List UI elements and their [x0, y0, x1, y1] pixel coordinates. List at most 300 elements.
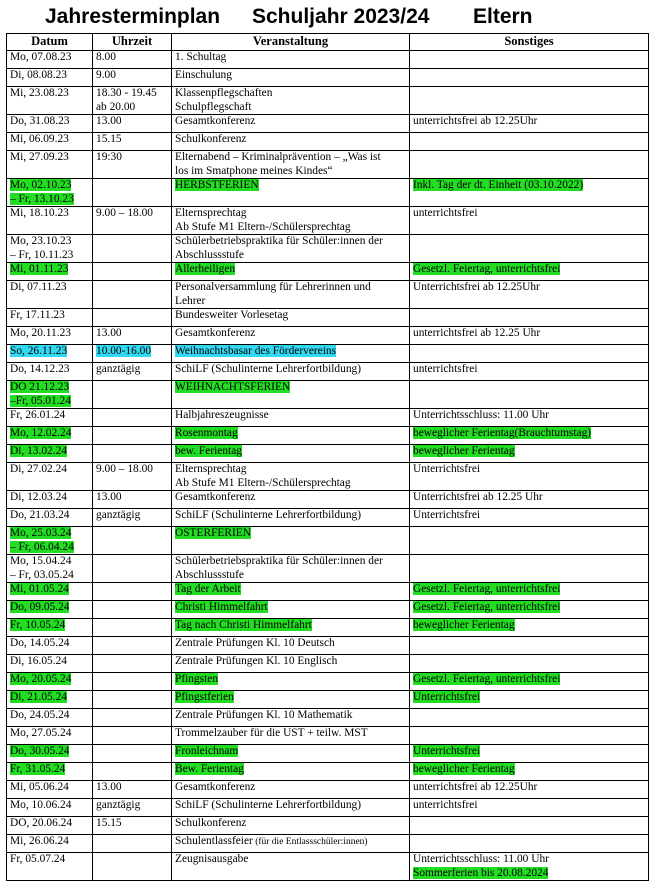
- cell-sonstiges: [410, 583, 649, 601]
- datum-text: Di, 12.03.24: [10, 491, 67, 503]
- veranstaltung-text: Schülerbetriebspraktika für Schüler:innen der Abschlussstufe: [175, 555, 383, 581]
- veranstaltung-text: Schulkonferenz: [175, 133, 247, 145]
- cell-uhrzeit: [93, 555, 172, 583]
- cell-veranstaltung: [172, 309, 410, 327]
- table-row: [7, 601, 649, 619]
- datum-text: Di, 13.02.24: [10, 445, 67, 457]
- datum-text: Di, 21.05.24: [10, 691, 67, 703]
- veranstaltung-text: Zentrale Prüfungen Kl. 10 Deutsch: [175, 637, 335, 649]
- cell-veranstaltung: [172, 363, 410, 381]
- datum-text: Mo, 20.11.23: [10, 327, 71, 339]
- cell-datum: [7, 179, 93, 207]
- sonstiges-text: Unterrichtsschluss: 11.00 Uhr: [413, 409, 549, 421]
- veranstaltung-text: Pfingsten: [175, 673, 219, 685]
- table-row: [7, 655, 649, 673]
- table-row: [7, 727, 649, 745]
- sonstiges-text: beweglicher Ferientag: [413, 445, 515, 457]
- table-row: [7, 619, 649, 637]
- cell-datum: [7, 817, 93, 835]
- cell-datum: [7, 555, 93, 583]
- datum-text: Mi, 27.09.23: [10, 151, 69, 163]
- table-row: [7, 345, 649, 363]
- uhrzeit-text: 18.30 - 19.45 ab 20.00: [96, 87, 157, 113]
- cell-sonstiges: [410, 69, 649, 87]
- cell-sonstiges: [410, 427, 649, 445]
- cell-datum: [7, 727, 93, 745]
- datum-text: Mi, 01.11.23: [10, 263, 69, 275]
- table-row: [7, 179, 649, 207]
- cell-uhrzeit: [93, 509, 172, 527]
- datum-text: Do, 24.05.24: [10, 709, 70, 721]
- cell-uhrzeit: [93, 655, 172, 673]
- cell-sonstiges: [410, 673, 649, 691]
- cell-sonstiges: [410, 133, 649, 151]
- cell-veranstaltung: [172, 409, 410, 427]
- cell-datum: [7, 491, 93, 509]
- datum-text: Fr, 26.01.24: [10, 409, 66, 421]
- cell-datum: [7, 151, 93, 179]
- cell-uhrzeit: [93, 637, 172, 655]
- cell-sonstiges: [410, 817, 649, 835]
- sonstiges-text: Unterrichtsfrei: [413, 463, 481, 475]
- sonstiges-text: Gesetzl. Feiertag, unterrichtsfrei: [413, 673, 561, 685]
- title-main: Jahresterminplan: [45, 5, 221, 28]
- cell-sonstiges: [410, 727, 649, 745]
- cell-uhrzeit: [93, 409, 172, 427]
- cell-veranstaltung: [172, 817, 410, 835]
- cell-datum: [7, 745, 93, 763]
- cell-datum: [7, 853, 93, 881]
- veranstaltung-text: HERBSTFERIEN: [175, 179, 259, 191]
- cell-veranstaltung: [172, 69, 410, 87]
- table-row: [7, 445, 649, 463]
- cell-uhrzeit: [93, 115, 172, 133]
- veranstaltung-text: SchiLF (Schulinterne Lehrerfortbildung): [175, 363, 361, 375]
- cell-veranstaltung: [172, 673, 410, 691]
- cell-veranstaltung: [172, 87, 410, 115]
- veranstaltung-text: Zentrale Prüfungen Kl. 10 Englisch: [175, 655, 338, 667]
- cell-datum: [7, 207, 93, 235]
- sonstiges-text: Inkl. Tag der dt. Einheit (03.10.2022): [413, 179, 584, 191]
- datum-text: Mo, 02.10.23 – Fr, 13.10.23: [10, 179, 74, 205]
- cell-datum: [7, 263, 93, 281]
- cell-veranstaltung: [172, 853, 410, 881]
- cell-uhrzeit: [93, 583, 172, 601]
- table-row: [7, 281, 649, 309]
- sonstiges-text: unterrichtsfrei: [413, 799, 478, 811]
- cell-sonstiges: [410, 637, 649, 655]
- cell-sonstiges: [410, 115, 649, 133]
- veranstaltung-text: Schulkonferenz: [175, 817, 247, 829]
- uhrzeit-text: ganztägig: [96, 509, 141, 521]
- datum-text: Fr, 31.05.24: [10, 763, 66, 775]
- cell-uhrzeit: [93, 363, 172, 381]
- datum-text: Mo, 15.04.24 – Fr, 03.05.24: [10, 555, 74, 581]
- cell-sonstiges: [410, 655, 649, 673]
- veranstaltung-text: Fronleichnam: [175, 745, 239, 757]
- cell-veranstaltung: [172, 555, 410, 583]
- veranstaltung-text: Einschulung: [175, 69, 232, 81]
- sonstiges-text: beweglicher Ferientag: [413, 619, 515, 631]
- table-row: [7, 463, 649, 491]
- table-row: [7, 709, 649, 727]
- cell-datum: [7, 673, 93, 691]
- veranstaltung-text: Weihnachtsbasar des Fördervereins: [175, 345, 337, 357]
- cell-datum: [7, 463, 93, 491]
- datum-text: Mi, 06.09.23: [10, 133, 69, 145]
- veranstaltung-text: SchiLF (Schulinterne Lehrerfortbildung): [175, 509, 361, 521]
- cell-veranstaltung: [172, 381, 410, 409]
- uhrzeit-text: 13.00: [96, 781, 122, 793]
- datum-text: Di, 07.11.23: [10, 281, 67, 293]
- veranstaltung-text: Pfingstferien: [175, 691, 234, 703]
- cell-veranstaltung: [172, 463, 410, 491]
- datum-text: Fr, 17.11.23: [10, 309, 65, 321]
- veranstaltung-text: Klassenpflegschaften Schulpflegschaft: [175, 87, 273, 113]
- veranstaltung-text: Elternsprechtag Ab Stufe M1 Eltern-/Schülersprechtag: [175, 463, 351, 489]
- cell-uhrzeit: [93, 853, 172, 881]
- cell-veranstaltung: [172, 427, 410, 445]
- cell-sonstiges: [410, 309, 649, 327]
- cell-sonstiges: [410, 527, 649, 555]
- cell-sonstiges: [410, 263, 649, 281]
- cell-veranstaltung: [172, 601, 410, 619]
- cell-sonstiges: [410, 709, 649, 727]
- table-row: [7, 409, 649, 427]
- cell-veranstaltung: [172, 491, 410, 509]
- datum-text: Mo, 27.05.24: [10, 727, 72, 739]
- table-header-row: [7, 34, 649, 51]
- datum-text: Di, 27.02.24: [10, 463, 67, 475]
- uhrzeit-text: 10.00-16.00: [96, 345, 152, 357]
- datum-text: Do, 31.08.23: [10, 115, 70, 127]
- cell-datum: [7, 527, 93, 555]
- cell-uhrzeit: [93, 463, 172, 491]
- datum-text: Do, 14.05.24: [10, 637, 70, 649]
- schedule-rows: [7, 51, 649, 881]
- cell-sonstiges: [410, 799, 649, 817]
- cell-uhrzeit: [93, 327, 172, 345]
- cell-sonstiges: [410, 745, 649, 763]
- veranstaltung-text: Tag nach Christi Himmelfahrt: [175, 619, 312, 631]
- table-row: [7, 555, 649, 583]
- cell-uhrzeit: [93, 235, 172, 263]
- veranstaltung-text: WEIHNACHTSFERIEN: [175, 381, 291, 393]
- cell-sonstiges: [410, 363, 649, 381]
- veranstaltung-text: Schulentlassfeier: [175, 835, 253, 847]
- table-row: [7, 637, 649, 655]
- cell-datum: [7, 763, 93, 781]
- veranstaltung-text: Schülerbetriebspraktika für Schüler:innen der Abschlussstufe: [175, 235, 383, 261]
- cell-uhrzeit: [93, 309, 172, 327]
- datum-text: Mi, 18.10.23: [10, 207, 69, 219]
- cell-uhrzeit: [93, 345, 172, 363]
- cell-uhrzeit: [93, 69, 172, 87]
- sonstiges-text: Unterrichtsfrei ab 12.25 Uhr: [413, 491, 543, 503]
- cell-datum: [7, 69, 93, 87]
- table-row: [7, 51, 649, 69]
- sonstiges-text: Gesetzl. Feiertag, unterrichtsfrei: [413, 601, 561, 613]
- cell-datum: [7, 235, 93, 263]
- cell-sonstiges: [410, 235, 649, 263]
- veranstaltung-text: Zentrale Prüfungen Kl. 10 Mathematik: [175, 709, 353, 721]
- cell-uhrzeit: [93, 727, 172, 745]
- cell-datum: [7, 363, 93, 381]
- cell-sonstiges: [410, 463, 649, 491]
- datum-text: Do, 09.05.24: [10, 601, 70, 613]
- title-audience: Eltern: [473, 5, 533, 28]
- datum-text: Do, 21.03.24: [10, 509, 70, 521]
- cell-sonstiges: [410, 345, 649, 363]
- datum-text: Do, 30.05.24: [10, 745, 70, 757]
- cell-uhrzeit: [93, 601, 172, 619]
- veranstaltung-text: Trommelzauber für die UST + teilw. MST: [175, 727, 368, 739]
- datum-text: DO 21.12.23 –Fr, 05.01.24: [10, 381, 71, 407]
- uhrzeit-text: 9.00: [96, 69, 116, 81]
- cell-veranstaltung: [172, 445, 410, 463]
- cell-veranstaltung: [172, 637, 410, 655]
- veranstaltung-text: 1. Schultag: [175, 51, 227, 63]
- veranstaltung-text: bew. Ferientag: [175, 445, 242, 457]
- cell-veranstaltung: [172, 727, 410, 745]
- uhrzeit-text: 13.00: [96, 327, 122, 339]
- cell-datum: [7, 601, 93, 619]
- cell-datum: [7, 619, 93, 637]
- cell-datum: [7, 409, 93, 427]
- cell-uhrzeit: [93, 263, 172, 281]
- sonstiges-text: Unterrichtsfrei: [413, 691, 481, 703]
- cell-veranstaltung: [172, 151, 410, 179]
- table-row: [7, 817, 649, 835]
- cell-veranstaltung: [172, 835, 410, 853]
- cell-veranstaltung: [172, 527, 410, 555]
- veranstaltung-text: Gesamtkonferenz: [175, 491, 256, 503]
- veranstaltung-text: Gesamtkonferenz: [175, 327, 256, 339]
- cell-datum: [7, 327, 93, 345]
- cell-datum: [7, 655, 93, 673]
- veranstaltung-text: Halbjahreszeugnisse: [175, 409, 269, 421]
- cell-datum: [7, 709, 93, 727]
- veranstaltung-text: OSTERFERIEN: [175, 527, 251, 539]
- cell-datum: [7, 445, 93, 463]
- cell-uhrzeit: [93, 527, 172, 555]
- cell-uhrzeit: [93, 51, 172, 69]
- cell-datum: [7, 583, 93, 601]
- veranstaltung-text: Elternabend – Kriminalprävention – „Was ist los im Smatphone meines Kindes“: [175, 151, 381, 177]
- table-row: [7, 69, 649, 87]
- sonstiges-text: Unterrichtsfrei: [413, 745, 481, 757]
- table-row: [7, 363, 649, 381]
- cell-uhrzeit: [93, 745, 172, 763]
- veranstaltung-text: Elternsprechtag Ab Stufe M1 Eltern-/Schülersprechtag: [175, 207, 351, 233]
- table-row: [7, 207, 649, 235]
- table-row: [7, 263, 649, 281]
- datum-text: Mo, 10.06.24: [10, 799, 72, 811]
- header-veranstaltung: Veranstaltung: [172, 34, 410, 51]
- sonstiges-text: beweglicher Ferientag: [413, 763, 515, 775]
- table-row: [7, 853, 649, 881]
- table-row: [7, 381, 649, 409]
- datum-text: DO, 20.06.24: [10, 817, 73, 829]
- cell-datum: [7, 345, 93, 363]
- table-row: [7, 673, 649, 691]
- cell-sonstiges: [410, 491, 649, 509]
- table-row: [7, 745, 649, 763]
- table-row: [7, 583, 649, 601]
- cell-uhrzeit: [93, 799, 172, 817]
- cell-datum: [7, 509, 93, 527]
- cell-uhrzeit: [93, 491, 172, 509]
- header-datum: Datum: [7, 34, 93, 51]
- datum-text: Fr, 05.07.24: [10, 853, 66, 865]
- uhrzeit-text: 19:30: [96, 151, 122, 163]
- sonstiges-text: Gesetzl. Feiertag, unterrichtsfrei: [413, 583, 561, 595]
- veranstaltung-text: Zeugnisausgabe: [175, 853, 249, 865]
- table-row: [7, 309, 649, 327]
- veranstaltung-text: Tag der Arbeit: [175, 583, 241, 595]
- cell-veranstaltung: [172, 133, 410, 151]
- sonstiges-text: beweglicher Ferientag(Brauchtumstag): [413, 427, 592, 439]
- cell-uhrzeit: [93, 207, 172, 235]
- cell-veranstaltung: [172, 619, 410, 637]
- datum-text: Fr, 10.05.24: [10, 619, 66, 631]
- cell-veranstaltung: [172, 655, 410, 673]
- datum-text: Mi, 26.06.24: [10, 835, 69, 847]
- cell-datum: [7, 309, 93, 327]
- cell-sonstiges: [410, 327, 649, 345]
- table-row: [7, 491, 649, 509]
- sonstiges-text: unterrichtsfrei ab 12.25 Uhr: [413, 327, 541, 339]
- page-title: [0, 0, 657, 33]
- cell-datum: [7, 115, 93, 133]
- cell-datum: [7, 381, 93, 409]
- cell-datum: [7, 799, 93, 817]
- cell-datum: [7, 835, 93, 853]
- cell-sonstiges: [410, 853, 649, 881]
- datum-text: Mi, 23.08.23: [10, 87, 69, 99]
- cell-veranstaltung: [172, 745, 410, 763]
- cell-sonstiges: [410, 509, 649, 527]
- cell-sonstiges: [410, 207, 649, 235]
- cell-sonstiges: [410, 151, 649, 179]
- veranstaltung-text: Christi Himmelfahrt: [175, 601, 268, 613]
- veranstaltung-text: Gesamtkonferenz: [175, 781, 256, 793]
- veranstaltung-text: SchiLF (Schulinterne Lehrerfortbildung): [175, 799, 361, 811]
- cell-veranstaltung: [172, 263, 410, 281]
- cell-sonstiges: [410, 763, 649, 781]
- cell-sonstiges: [410, 835, 649, 853]
- cell-veranstaltung: [172, 691, 410, 709]
- sonstiges-text: unterrichtsfrei ab 12.25Uhr: [413, 115, 538, 127]
- sonstiges-text: Unterrichtsschluss: 11.00 Uhr: [413, 853, 549, 865]
- cell-datum: [7, 781, 93, 799]
- table-row: [7, 835, 649, 853]
- cell-uhrzeit: [93, 281, 172, 309]
- cell-uhrzeit: [93, 817, 172, 835]
- cell-uhrzeit: [93, 691, 172, 709]
- uhrzeit-text: 13.00: [96, 115, 122, 127]
- table-row: [7, 799, 649, 817]
- cell-datum: [7, 281, 93, 309]
- cell-veranstaltung: [172, 179, 410, 207]
- cell-uhrzeit: [93, 445, 172, 463]
- cell-uhrzeit: [93, 87, 172, 115]
- uhrzeit-text: 15.15: [96, 817, 122, 829]
- cell-veranstaltung: [172, 327, 410, 345]
- cell-sonstiges: [410, 381, 649, 409]
- cell-datum: [7, 427, 93, 445]
- cell-uhrzeit: [93, 835, 172, 853]
- table-row: [7, 235, 649, 263]
- table-row: [7, 427, 649, 445]
- datum-text: Mi, 01.05.24: [10, 583, 69, 595]
- cell-veranstaltung: [172, 709, 410, 727]
- header-sonstiges: Sonstiges: [410, 34, 649, 51]
- cell-veranstaltung: [172, 781, 410, 799]
- datum-text: Do, 14.12.23: [10, 363, 70, 375]
- cell-veranstaltung: [172, 235, 410, 263]
- cell-sonstiges: [410, 445, 649, 463]
- cell-veranstaltung: [172, 207, 410, 235]
- sonstiges-text: unterrichtsfrei ab 12.25Uhr: [413, 781, 538, 793]
- cell-veranstaltung: [172, 281, 410, 309]
- datum-text: Di, 08.08.23: [10, 69, 67, 81]
- uhrzeit-text: 9.00 – 18.00: [96, 463, 153, 475]
- cell-veranstaltung: [172, 509, 410, 527]
- datum-text: Mo, 20.05.24: [10, 673, 72, 685]
- table-row: [7, 327, 649, 345]
- uhrzeit-text: 8.00: [96, 51, 116, 63]
- cell-uhrzeit: [93, 709, 172, 727]
- cell-datum: [7, 133, 93, 151]
- cell-sonstiges: [410, 87, 649, 115]
- cell-sonstiges: [410, 691, 649, 709]
- table-row: [7, 115, 649, 133]
- datum-text: Mo, 07.08.23: [10, 51, 72, 63]
- cell-datum: [7, 87, 93, 115]
- cell-veranstaltung: [172, 799, 410, 817]
- veranstaltung-text: Gesamtkonferenz: [175, 115, 256, 127]
- sonstiges-text: unterrichtsfrei: [413, 207, 478, 219]
- sonstiges-text: unterrichtsfrei: [413, 363, 478, 375]
- cell-uhrzeit: [93, 151, 172, 179]
- cell-uhrzeit: [93, 133, 172, 151]
- uhrzeit-text: 15.15: [96, 133, 122, 145]
- table-row: [7, 151, 649, 179]
- cell-datum: [7, 691, 93, 709]
- sonstiges-text: Gesetzl. Feiertag, unterrichtsfrei: [413, 263, 561, 275]
- cell-sonstiges: [410, 619, 649, 637]
- table-row: [7, 527, 649, 555]
- uhrzeit-text: 13.00: [96, 491, 122, 503]
- cell-uhrzeit: [93, 781, 172, 799]
- sonstiges-text: Unterrichtsfrei ab 12.25Uhr: [413, 281, 540, 293]
- veranstaltung-note: (für die Entlassschüler:innen): [252, 837, 368, 847]
- cell-uhrzeit: [93, 619, 172, 637]
- cell-sonstiges: [410, 179, 649, 207]
- veranstaltung-text: Bew. Ferientag: [175, 763, 244, 775]
- cell-uhrzeit: [93, 381, 172, 409]
- datum-text: So, 26.11.23: [10, 345, 68, 357]
- table-row: [7, 781, 649, 799]
- cell-sonstiges: [410, 281, 649, 309]
- veranstaltung-text: Allerheiligen: [175, 263, 236, 275]
- cell-sonstiges: [410, 409, 649, 427]
- cell-sonstiges: [410, 555, 649, 583]
- cell-uhrzeit: [93, 763, 172, 781]
- cell-veranstaltung: [172, 51, 410, 69]
- uhrzeit-text: ganztägig: [96, 799, 141, 811]
